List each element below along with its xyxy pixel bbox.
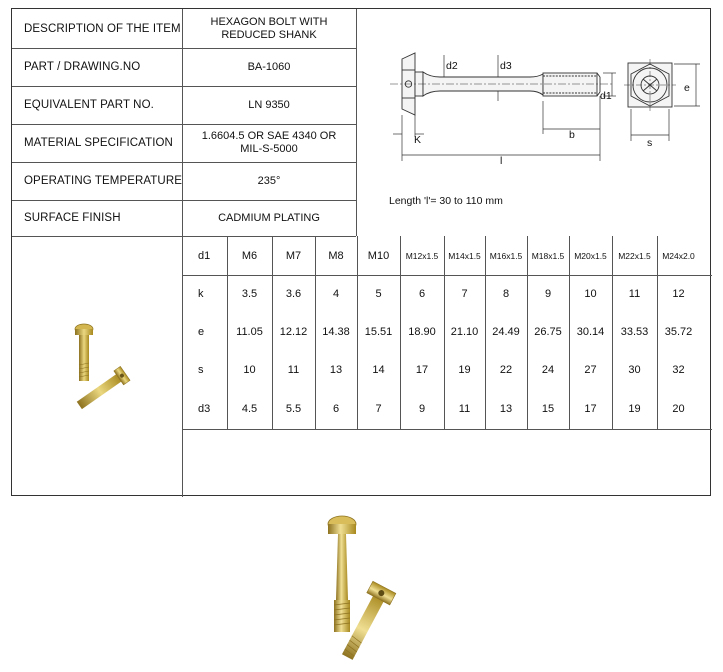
- dimension-cell: 35.72: [664, 326, 693, 338]
- dimension-cell: 12: [672, 288, 685, 300]
- spec-label: EQUIVALENT PART NO.: [24, 99, 154, 111]
- dimension-header-cell: M7: [285, 249, 302, 262]
- spec-label: MATERIAL SPECIFICATION: [24, 137, 173, 149]
- label-d2: d2: [446, 60, 458, 72]
- label-l: l: [500, 155, 503, 167]
- dimension-cell: 10: [243, 364, 256, 376]
- spec-value: 1.6604.5 OR SAE 4340 OR MIL-S-5000: [201, 130, 337, 155]
- dimension-cell: 9: [418, 403, 426, 415]
- divider: [357, 236, 358, 429]
- dimension-cell: 6: [332, 403, 340, 415]
- divider: [12, 124, 356, 125]
- bolt-photo-small: [62, 319, 152, 419]
- dimension-header-cell: M16x1.5: [489, 250, 523, 261]
- dimension-cell: 3.5: [241, 288, 258, 300]
- label-s: s: [647, 137, 653, 149]
- dimension-cell: 6: [418, 288, 426, 300]
- dimension-cell: 11: [628, 288, 641, 300]
- dimension-cell: 10: [584, 288, 597, 300]
- bolt-image-upright: [75, 324, 93, 381]
- divider: [182, 275, 712, 276]
- spec-value: CADMIUM PLATING: [218, 211, 320, 224]
- dimension-cell: 22: [499, 364, 513, 376]
- dimension-cell: e: [198, 326, 205, 338]
- divider: [12, 48, 356, 49]
- divider: [400, 236, 401, 429]
- spec-label: DESCRIPTION OF THE ITEM: [24, 22, 181, 35]
- dimension-cell: 27: [584, 364, 597, 376]
- dimension-cell: 12.12: [279, 326, 308, 338]
- dimension-header-cell: M14x1.5: [448, 250, 481, 261]
- dimension-cell: 11.05: [236, 326, 263, 338]
- divider: [12, 162, 356, 163]
- divider: [182, 429, 712, 430]
- divider: [272, 236, 273, 429]
- divider: [657, 236, 658, 429]
- divider: [485, 236, 486, 429]
- divider: [12, 86, 356, 87]
- dimension-cell: 8: [502, 288, 510, 300]
- dimension-cell: 14.38: [322, 326, 350, 338]
- length-note: Length 'l'= 30 to 110 mm: [389, 195, 503, 207]
- label-d1: d1: [600, 90, 612, 102]
- bolt-technical-drawing: [360, 29, 706, 189]
- label-e: e: [684, 82, 690, 94]
- dimension-cell: 33.53: [620, 326, 649, 338]
- bolt-photo-large: [305, 510, 425, 660]
- divider: [527, 236, 528, 429]
- dimension-cell: d3: [198, 403, 211, 415]
- dimension-cell: 17: [584, 403, 597, 415]
- dimension-cell: 26.75: [534, 326, 562, 338]
- dimension-cell: 5.5: [285, 403, 302, 415]
- dimension-cell: 19: [458, 364, 471, 376]
- bolt-image-upright: [328, 516, 356, 632]
- dimension-cell: 20: [672, 403, 685, 415]
- dimension-header-cell: M24x2.0: [662, 250, 695, 261]
- dimension-cell: 15: [541, 403, 555, 415]
- dimension-header-cell: M8: [328, 249, 344, 262]
- dimension-cell: s: [198, 364, 204, 376]
- dimension-cell: 19: [628, 403, 641, 415]
- spec-value: HEXAGON BOLT WITH REDUCED SHANK: [210, 15, 328, 41]
- label-k: K: [414, 134, 422, 146]
- dimension-cell: 7: [461, 288, 468, 300]
- dimension-cell: 14: [372, 364, 385, 376]
- dimension-cell: 15.51: [364, 326, 393, 338]
- divider: [356, 9, 357, 236]
- divider: [569, 236, 570, 429]
- dimension-cell: 4: [332, 288, 340, 300]
- spec-value: LN 9350: [248, 98, 290, 111]
- dimension-cell: 4.5: [241, 403, 258, 415]
- dimension-header-cell: M6: [241, 249, 258, 262]
- dimension-header-cell: M22x1.5: [618, 250, 651, 261]
- dimension-cell: 13: [499, 403, 513, 415]
- label-b: b: [569, 129, 575, 141]
- spec-sheet: [11, 8, 711, 496]
- dimension-cell: 32: [672, 364, 685, 376]
- divider: [227, 236, 228, 429]
- dimension-cell: 30.14: [576, 326, 605, 338]
- dimension-header-cell: M12x1.5: [405, 250, 439, 261]
- dimension-cell: 11: [287, 364, 300, 376]
- dimension-header-cell: M18x1.5: [531, 250, 565, 261]
- dimension-cell: 3.6: [285, 288, 302, 300]
- dimension-header-cell: d1: [198, 249, 211, 262]
- dimension-header-cell: M20x1.5: [574, 250, 607, 261]
- dimension-cell: 21.10: [450, 326, 479, 338]
- dimension-cell: 11: [458, 403, 471, 415]
- divider: [444, 236, 445, 429]
- dimension-cell: 13: [329, 364, 343, 376]
- spec-value: BA-1060: [247, 60, 291, 73]
- dimension-cell: 5: [375, 288, 382, 300]
- spec-label: OPERATING TEMPERATURE: [24, 175, 183, 187]
- spec-label: PART / DRAWING.NO: [24, 61, 141, 73]
- dimension-cell: k: [198, 288, 204, 300]
- dimension-cell: 24: [541, 364, 555, 376]
- divider: [12, 200, 356, 201]
- dimension-cell: 9: [544, 288, 552, 300]
- dimension-cell: 7: [375, 403, 382, 415]
- divider: [612, 236, 613, 429]
- dimension-cell: 17: [415, 364, 429, 376]
- spec-label: SURFACE FINISH: [24, 212, 121, 224]
- dimension-cell: 18.90: [408, 326, 436, 338]
- bolt-end-view: [624, 59, 700, 141]
- dimension-cell: 30: [628, 364, 641, 376]
- label-d3: d3: [500, 60, 512, 72]
- divider: [315, 236, 316, 429]
- spec-value: 235°: [257, 174, 281, 187]
- dimension-cell: 24.49: [492, 326, 520, 338]
- dimension-header-cell: M10: [367, 249, 390, 262]
